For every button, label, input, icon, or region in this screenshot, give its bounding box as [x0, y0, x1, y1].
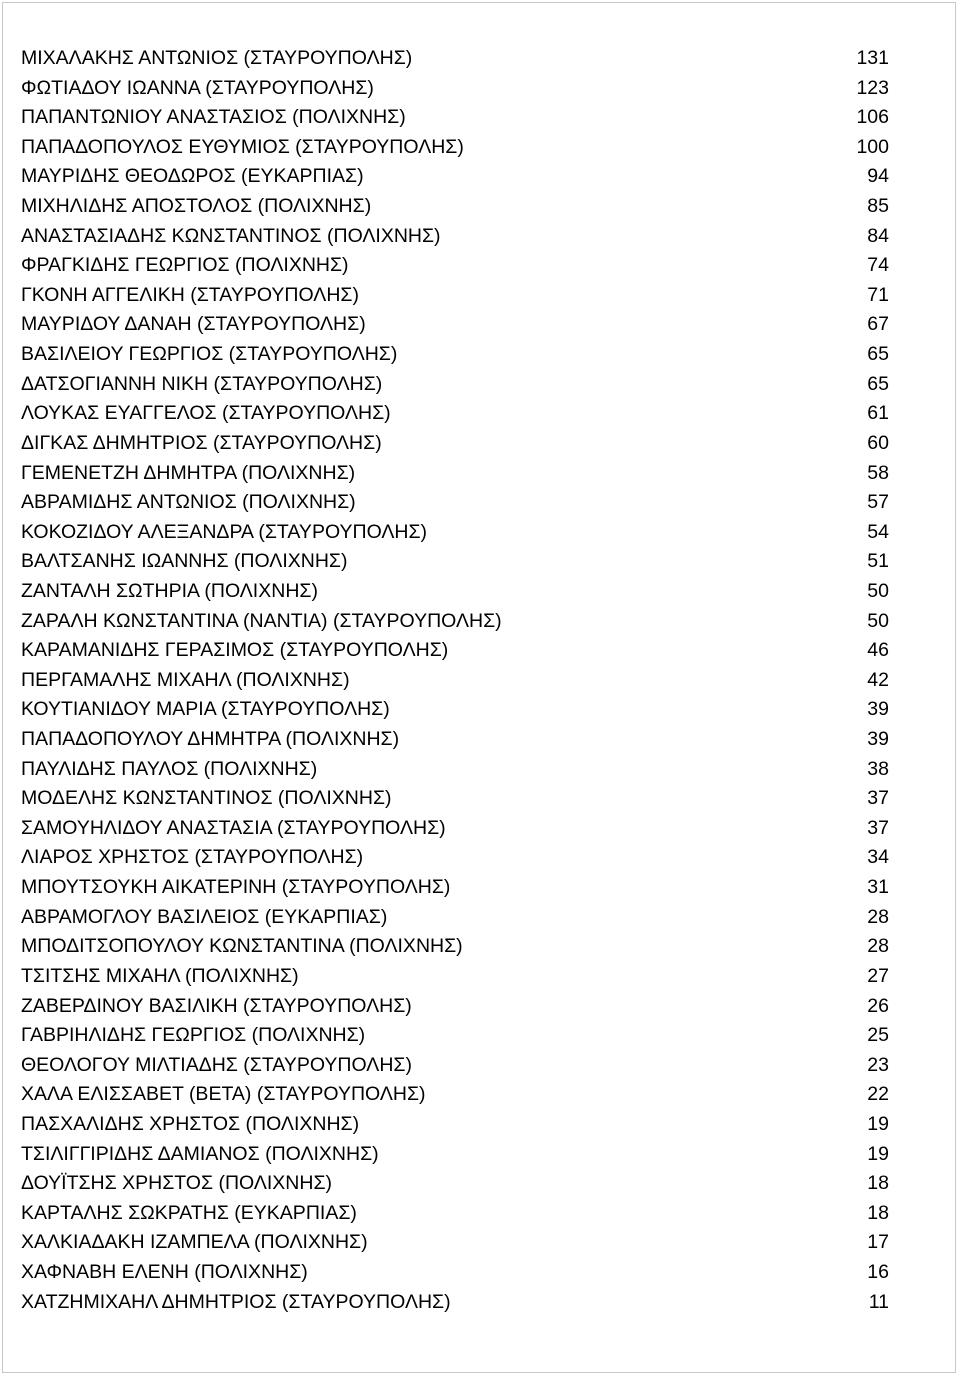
candidate-row — [21, 136, 891, 166]
candidate-name: ΠΑΠΑΝΤΩΝΙΟΥ ΑΝΑΣΤΑΣΙΟΣ (ΠΟΛΙΧΝΗΣ) — [21, 106, 406, 129]
candidate-votes: 39 — [867, 728, 889, 751]
candidate-votes: 131 — [856, 47, 889, 69]
candidate-votes: 39 — [867, 698, 889, 721]
candidate-votes: 65 — [867, 343, 889, 366]
candidate-votes: 34 — [867, 846, 889, 869]
candidate-row — [21, 669, 891, 699]
candidate-votes: 46 — [867, 639, 889, 662]
candidate-row — [21, 343, 891, 373]
candidate-votes: 16 — [867, 1260, 889, 1283]
candidate-row — [21, 758, 891, 788]
candidate-votes: 65 — [867, 372, 889, 395]
candidate-votes: 23 — [867, 1053, 889, 1076]
candidate-name: ΠΕΡΓΑΜΑΛΗΣ ΜΙΧΑΗΛ (ΠΟΛΙΧΝΗΣ) — [21, 668, 350, 691]
candidate-row — [21, 313, 891, 343]
candidate-votes: 17 — [867, 1231, 889, 1254]
candidate-row — [21, 728, 891, 758]
candidate-votes: 22 — [867, 1083, 889, 1106]
candidate-votes: 18 — [867, 1201, 889, 1224]
candidate-row — [21, 1202, 891, 1232]
candidate-name: ΠΑΠΑΔΟΠΟΥΛΟΥ ΔΗΜΗΤΡΑ (ΠΟΛΙΧΝΗΣ) — [21, 728, 400, 751]
candidate-votes: 51 — [867, 550, 889, 573]
candidate-row — [21, 1172, 891, 1202]
candidate-row — [21, 787, 891, 817]
candidate-votes: 37 — [867, 787, 889, 810]
candidate-votes: 57 — [867, 491, 889, 514]
candidate-vote-list — [21, 47, 891, 1320]
candidate-row — [21, 462, 891, 492]
candidate-name: ΛΟΥΚΑΣ ΕΥΑΓΓΕΛΟΣ (ΣΤΑΥΡΟΥΠΟΛΗΣ) — [21, 402, 391, 425]
candidate-row — [21, 225, 891, 255]
candidate-row — [21, 284, 891, 314]
candidate-name: ΓΚΟΝΗ ΑΓΓΕΛΙΚΗ (ΣΤΑΥΡΟΥΠΟΛΗΣ) — [21, 283, 359, 306]
candidate-votes: 28 — [867, 935, 889, 958]
candidate-votes: 19 — [867, 1142, 889, 1165]
candidate-votes: 106 — [856, 106, 889, 129]
candidate-votes: 11 — [868, 1290, 889, 1313]
candidate-name: ΧΑΛΚΙΑΔΑΚΗ ΙΖΑΜΠΕΛΑ (ΠΟΛΙΧΝΗΣ) — [21, 1231, 368, 1254]
candidate-votes: 58 — [867, 461, 889, 484]
candidate-votes: 54 — [867, 520, 889, 543]
candidate-row — [21, 965, 891, 995]
candidate-row — [21, 1291, 891, 1321]
candidate-name: ΜΑΥΡΙΔΟΥ ΔΑΝΑΗ (ΣΤΑΥΡΟΥΠΟΛΗΣ) — [21, 313, 366, 336]
candidate-row — [21, 610, 891, 640]
candidate-row — [21, 906, 891, 936]
candidate-votes: 31 — [867, 876, 889, 899]
candidate-name: ΔΑΤΣΟΓΙΑΝΝΗ ΝΙΚΗ (ΣΤΑΥΡΟΥΠΟΛΗΣ) — [21, 372, 383, 395]
candidate-row — [21, 550, 891, 580]
candidate-name: ΧΑΤΖΗΜΙΧΑΗΛ ΔΗΜΗΤΡΙΟΣ (ΣΤΑΥΡΟΥΠΟΛΗΣ) — [21, 1290, 451, 1313]
candidate-name: ΑΒΡΑΜΙΔΗΣ ΑΝΤΩΝΙΟΣ (ΠΟΛΙΧΝΗΣ) — [21, 491, 356, 514]
candidate-name: ΜΙΧΗΛΙΔΗΣ ΑΠΟΣΤΟΛΟΣ (ΠΟΛΙΧΝΗΣ) — [21, 195, 372, 218]
candidate-votes: 61 — [867, 402, 889, 425]
candidate-row — [21, 817, 891, 847]
candidate-votes: 94 — [867, 165, 889, 188]
candidate-row — [21, 402, 891, 432]
candidate-name: ΜΠΟΥΤΣΟΥΚΗ ΑΙΚΑΤΕΡΙΝΗ (ΣΤΑΥΡΟΥΠΟΛΗΣ) — [21, 876, 451, 899]
candidate-name: ΓΑΒΡΙΗΛΙΔΗΣ ΓΕΩΡΓΙΟΣ (ΠΟΛΙΧΝΗΣ) — [21, 1024, 366, 1047]
candidate-name: ΒΑΣΙΛΕΙΟΥ ΓΕΩΡΓΙΟΣ (ΣΤΑΥΡΟΥΠΟΛΗΣ) — [21, 343, 398, 366]
candidate-row — [21, 165, 891, 195]
candidate-row — [21, 77, 891, 107]
candidate-name: ΔΙΓΚΑΣ ΔΗΜΗΤΡΙΟΣ (ΣΤΑΥΡΟΥΠΟΛΗΣ) — [21, 431, 382, 454]
candidate-row — [21, 491, 891, 521]
candidate-name: ΦΡΑΓΚΙΔΗΣ ΓΕΩΡΓΙΟΣ (ΠΟΛΙΧΝΗΣ) — [21, 254, 349, 277]
candidate-name: ΜΑΥΡΙΔΗΣ ΘΕΟΔΩΡΟΣ (ΕΥΚΑΡΠΙΑΣ) — [21, 165, 364, 188]
candidate-row — [21, 876, 891, 906]
candidate-name: ΚΑΡΑΜΑΝΙΔΗΣ ΓΕΡΑΣΙΜΟΣ (ΣΤΑΥΡΟΥΠΟΛΗΣ) — [21, 639, 449, 662]
candidate-name: ΧΑΦΝΑΒΗ ΕΛΕΝΗ (ΠΟΛΙΧΝΗΣ) — [21, 1260, 308, 1283]
candidate-row — [21, 698, 891, 728]
candidate-name: ΒΑΛΤΣΑΝΗΣ ΙΩΑΝΝΗΣ (ΠΟΛΙΧΝΗΣ) — [21, 550, 348, 573]
candidate-name: ΠΑΠΑΔΟΠΟΥΛΟΣ ΕΥΘΥΜΙΟΣ (ΣΤΑΥΡΟΥΠΟΛΗΣ) — [21, 135, 464, 158]
candidate-row — [21, 1083, 891, 1113]
candidate-name: ΚΟΚΟΖΙΔΟΥ ΑΛΕΞΑΝΔΡΑ (ΣΤΑΥΡΟΥΠΟΛΗΣ) — [21, 520, 428, 543]
candidate-votes: 71 — [867, 283, 889, 306]
candidate-row — [21, 373, 891, 403]
candidate-votes: 25 — [867, 1024, 889, 1047]
candidate-name: ΠΑΥΛΙΔΗΣ ΠΑΥΛΟΣ (ΠΟΛΙΧΝΗΣ) — [21, 757, 318, 780]
candidate-name: ΖΑΝΤΑΛΗ ΣΩΤΗΡΙΑ (ΠΟΛΙΧΝΗΣ) — [21, 579, 318, 602]
candidate-votes: 123 — [856, 76, 889, 99]
candidate-name: ΜΠΟΔΙΤΣΟΠΟΥΛΟΥ ΚΩΝΣΤΑΝΤΙΝΑ (ΠΟΛΙΧΝΗΣ) — [21, 935, 463, 958]
candidate-votes: 37 — [867, 816, 889, 839]
candidate-name: ΚΑΡΤΑΛΗΣ ΣΩΚΡΑΤΗΣ (ΕΥΚΑΡΠΙΑΣ) — [21, 1201, 357, 1224]
candidate-row — [21, 432, 891, 462]
candidate-name: ΜΙΧΑΛΑΚΗΣ ΑΝΤΩΝΙΟΣ (ΣΤΑΥΡΟΥΠΟΛΗΣ) — [21, 47, 413, 69]
candidate-name: ΚΟΥΤΙΑΝΙΔΟΥ ΜΑΡΙΑ (ΣΤΑΥΡΟΥΠΟΛΗΣ) — [21, 698, 390, 721]
candidate-row — [21, 1024, 891, 1054]
candidate-name: ΑΒΡΑΜΟΓΛΟΥ ΒΑΣΙΛΕΙΟΣ (ΕΥΚΑΡΠΙΑΣ) — [21, 905, 388, 928]
candidate-votes: 18 — [867, 1172, 889, 1195]
candidate-votes: 26 — [867, 994, 889, 1017]
candidate-name: ΑΝΑΣΤΑΣΙΑΔΗΣ ΚΩΝΣΤΑΝΤΙΝΟΣ (ΠΟΛΙΧΝΗΣ) — [21, 224, 441, 247]
candidate-row — [21, 1113, 891, 1143]
candidate-row — [21, 846, 891, 876]
candidate-votes: 100 — [856, 135, 889, 158]
candidate-votes: 42 — [867, 668, 889, 691]
candidate-row — [21, 1054, 891, 1084]
candidate-votes: 38 — [867, 757, 889, 780]
candidate-votes: 50 — [867, 609, 889, 632]
candidate-votes: 85 — [867, 195, 889, 218]
candidate-name: ΖΑΡΑΛΗ ΚΩΝΣΤΑΝΤΙΝΑ (ΝΑΝΤΙΑ) (ΣΤΑΥΡΟΥΠΟΛΗΣ) — [21, 609, 502, 632]
candidate-votes: 19 — [867, 1112, 889, 1135]
candidate-name: ΛΙΑΡΟΣ ΧΡΗΣΤΟΣ (ΣΤΑΥΡΟΥΠΟΛΗΣ) — [21, 846, 364, 869]
candidate-name: ΤΣΙΤΣΗΣ ΜΙΧΑΗΛ (ΠΟΛΙΧΝΗΣ) — [21, 964, 299, 987]
candidate-row — [21, 1231, 891, 1261]
candidate-row — [21, 580, 891, 610]
candidate-row — [21, 254, 891, 284]
candidate-row — [21, 639, 891, 669]
candidate-row — [21, 1261, 891, 1291]
candidate-name: ΧΑΛΑ ΕΛΙΣΣΑΒΕΤ (ΒΕΤΑ) (ΣΤΑΥΡΟΥΠΟΛΗΣ) — [21, 1083, 426, 1106]
candidate-row — [21, 195, 891, 225]
candidate-name: ΣΑΜΟΥΗΛΙΔΟΥ ΑΝΑΣΤΑΣΙΑ (ΣΤΑΥΡΟΥΠΟΛΗΣ) — [21, 816, 446, 839]
candidate-name: ΤΣΙΛΙΓΓΙΡΙΔΗΣ ΔΑΜΙΑΝΟΣ (ΠΟΛΙΧΝΗΣ) — [21, 1142, 379, 1165]
candidate-name: ΠΑΣΧΑΛΙΔΗΣ ΧΡΗΣΤΟΣ (ΠΟΛΙΧΝΗΣ) — [21, 1112, 360, 1135]
candidate-row — [21, 47, 891, 77]
candidate-name: ΘΕΟΛΟΓΟΥ ΜΙΛΤΙΑΔΗΣ (ΣΤΑΥΡΟΥΠΟΛΗΣ) — [21, 1053, 412, 1076]
candidate-votes: 84 — [867, 224, 889, 247]
candidate-votes: 28 — [867, 905, 889, 928]
candidate-row — [21, 106, 891, 136]
candidate-row — [21, 521, 891, 551]
candidate-row — [21, 995, 891, 1025]
candidate-name: ΖΑΒΕΡΔΙΝΟΥ ΒΑΣΙΛΙΚΗ (ΣΤΑΥΡΟΥΠΟΛΗΣ) — [21, 994, 412, 1017]
candidate-votes: 60 — [867, 431, 889, 454]
candidate-row — [21, 935, 891, 965]
candidate-votes: 27 — [867, 964, 889, 987]
candidate-name: ΔΟΥΪΤΣΗΣ ΧΡΗΣΤΟΣ (ΠΟΛΙΧΝΗΣ) — [21, 1172, 333, 1195]
candidate-votes: 50 — [867, 579, 889, 602]
candidate-name: ΓΕΜΕΝΕΤΖΗ ΔΗΜΗΤΡΑ (ΠΟΛΙΧΝΗΣ) — [21, 461, 356, 484]
candidate-name: ΦΩΤΙΑΔΟΥ ΙΩΑΝΝΑ (ΣΤΑΥΡΟΥΠΟΛΗΣ) — [21, 76, 374, 99]
candidate-votes: 74 — [867, 254, 889, 277]
candidate-row — [21, 1143, 891, 1173]
candidate-name: ΜΟΔΕΛΗΣ ΚΩΝΣΤΑΝΤΙΝΟΣ (ΠΟΛΙΧΝΗΣ) — [21, 787, 392, 810]
candidate-votes: 67 — [867, 313, 889, 336]
